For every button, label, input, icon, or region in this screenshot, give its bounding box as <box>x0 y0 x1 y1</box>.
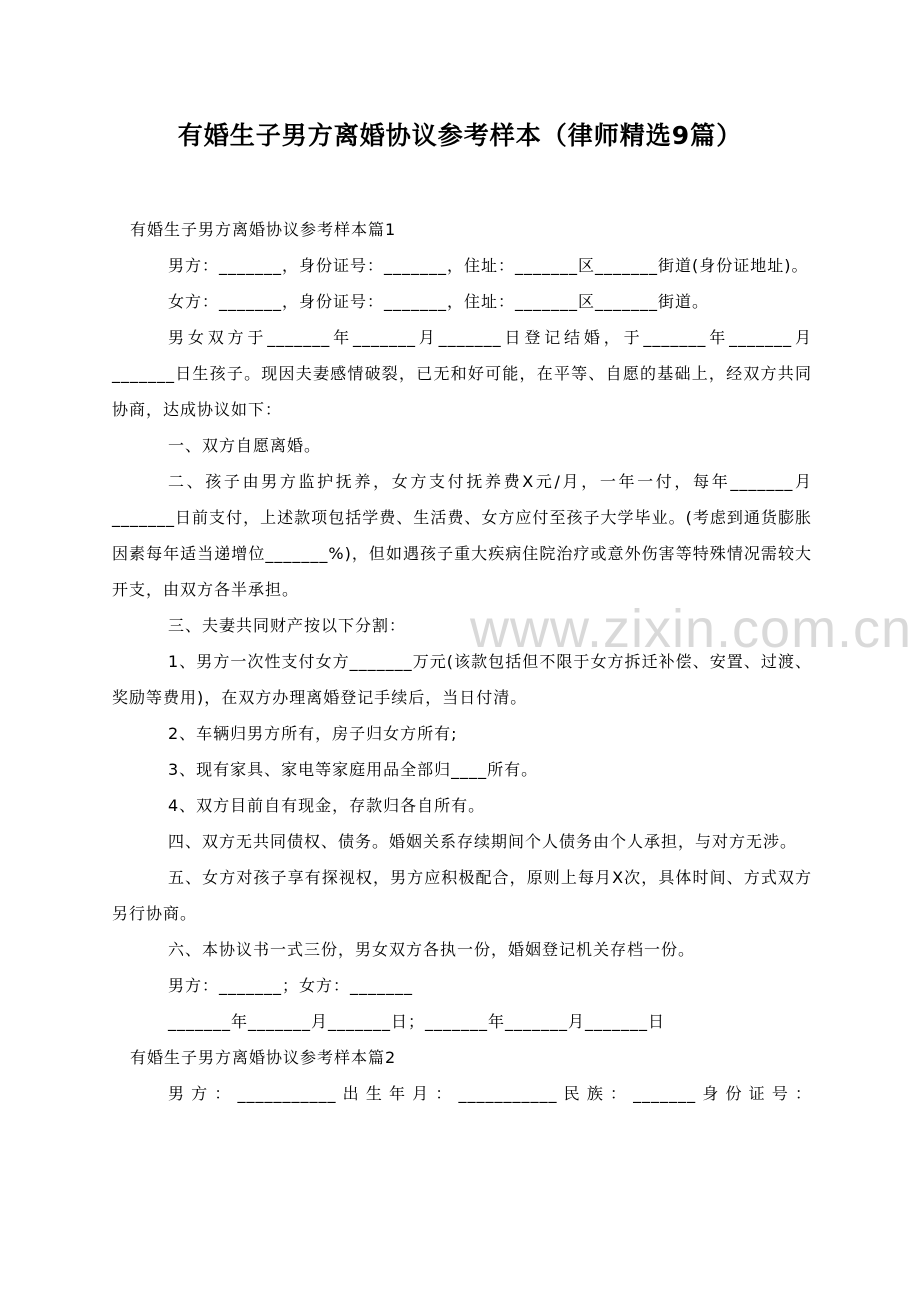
woman-info-paragraph: 女方：_______，身份证号：_______，住址：_______区_______街道。 <box>168 292 710 311</box>
clause-4: 四、双方无共同债权、债务。婚姻关系存续期间个人债务由个人承担，与对方无涉。 <box>168 832 798 851</box>
clause-1: 一、双方自愿离婚。 <box>168 436 322 455</box>
document-body <box>112 212 812 1112</box>
clause-5: 五、女方对孩子享有探视权，男方应积极配合，原则上每月X次，具体时间、方式双方另行协商。 <box>112 868 812 923</box>
section-heading-1: 有婚生子男方离婚协议参考样本篇1 <box>130 220 397 239</box>
clause-3-item-2: 2、车辆归男方所有，房子归女方所有; <box>168 724 458 743</box>
man-info-paragraph: 男方：_______，身份证号：_______，住址：_______区_______街道(身份证地址)。 <box>168 256 809 275</box>
clause-3-item-3: 3、现有家具、家电等家庭用品全部归____所有。 <box>168 760 539 779</box>
section-2-man-info: 男方：___________出生年月：___________民族：_______身份证号： <box>168 1084 812 1103</box>
signature-line: 男方：_______；女方：_______ <box>168 976 414 995</box>
clause-3-item-1: 1、男方一次性支付女方_______万元(该款包括但不限于女方拆迁补偿、安置、过渡、奖励等费用)，在双方办理离婚登记手续后，当日付清。 <box>112 652 812 707</box>
marriage-paragraph: 男女双方于_______年_______月_______日登记结婚，于_______年_______月_______日生孩子。现因夫妻感情破裂，已无和好可能，在平等、自愿的基础上，经双方共同协商，达成协议如下： <box>112 328 812 419</box>
section-heading-2: 有婚生子男方离婚协议参考样本篇2 <box>130 1048 397 1067</box>
clause-6: 六、本协议书一式三份，男女双方各执一份，婚姻登记机关存档一份。 <box>168 940 696 959</box>
clause-2: 二、孩子由男方监护抚养，女方支付抚养费X元/月，一年一付，每年_______月_______日前支付，上述款项包括学费、生活费、女方应付至孩子大学毕业。(考虑到通货膨胀因素每年适当递增位_______%)，但如遇孩子重大疾病住院治疗或意外伤害等特殊情况需较大开支，由双方各半承担。 <box>112 472 812 599</box>
clause-3: 三、夫妻共同财产按以下分割： <box>168 616 407 635</box>
clause-3-item-4: 4、双方目前自有现金，存款归各自所有。 <box>168 796 486 815</box>
date-line: _______年_______月_______日；_______年_______月_______日 <box>168 1012 666 1031</box>
watermark: www.zixin.com.cn <box>470 599 913 659</box>
document-title: 有婚生子男方离婚协议参考样本（律师精选9篇） <box>177 121 743 150</box>
